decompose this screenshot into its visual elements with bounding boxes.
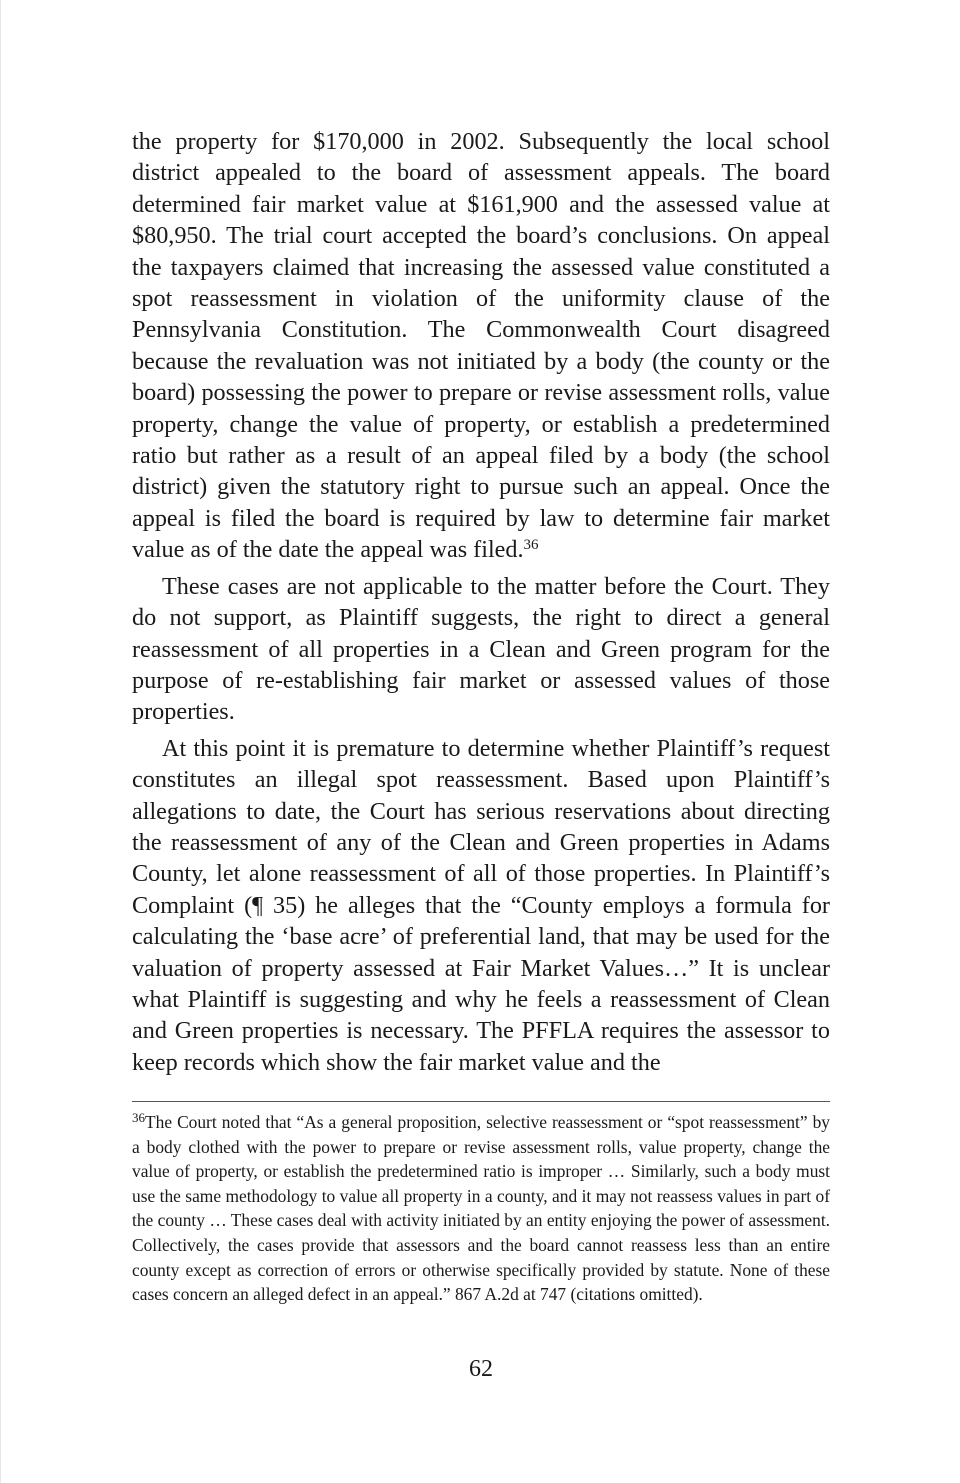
footnote-reference[interactable]: 36 [523, 537, 539, 554]
paragraph-3: At this point it is premature to determine whether Plaintiff’s request constitutes an illegal spot reassessment. Based upon Plaintiff’s allegations to date, the Court has serious reservations about directing the reassessment of any of the Clean and Green properties in Adams County, let alone reassessment of all of those properties. In Plaintiff’s Complaint (¶ 35) he alleges that the “County employs a formula for calculating the ‘base acre’ of preferential land, that may be used for the valuation of property assessed at Fair Market Values…” It is unclear what Plaintiff is suggesting and why he feels a reassessment of Clean and Green properties is necessary. The PFFLA requires the assessor to keep records which show the fair market value and the [132, 734, 830, 1076]
main-text [132, 126, 830, 1083]
paragraph-1 [132, 126, 830, 566]
paragraph-1-text: the property for $170,000 in 2002. Subsequently the local school district appealed to the board of assessment appeals. The board determined fair market value at $161,900 and the assessed value at $80,950. The trial court accepted the board’s conclusions. On appeal the taxpayers claimed that increasing the assessed value constituted a spot reassessment in violation of the uniformity clause of the Pennsylvania Constitution. The Commonwealth Court disagreed because the revaluation was not initiated by a body (the county or the board) possessing the power to prepare or revise assessment rolls, value property, change the value of property, or establish a predetermined ratio but rather as a result of an appeal filed by a body (the school district) given the statutory right to pursue such an appeal. Once the appeal is filed the board is required by law to determine fair market value as of the date the appeal was filed. [132, 128, 830, 564]
footnote [132, 1110, 830, 1307]
footnote-number: 36 [132, 1110, 145, 1125]
paragraph-2: These cases are not applicable to the matter before the Court. They do not support, as Plaintiff suggests, the right to direct a general reassessment of all properties in a Clean and Green program for the purpose of re-establishing fair market or assessed values of those properties. [132, 572, 830, 726]
footnote-divider [132, 1101, 830, 1102]
page-number: 62 [469, 1356, 493, 1382]
footnote-text: The Court noted that “As a general proposition, selective reassessment or “spot reassessment” by a body clothed with the power to prepare or revise assessment rolls, value property, change the value of property, or establish the predetermined ratio is improper … Similarly, such a body must use the same methodology to value all property in a county, and it may not reassess values in part of the county … These cases deal with activity initiated by an entity enjoying the power of assessment. Collectively, the cases provide that assessors and the board cannot reassess less than an entire county except as correction of errors or otherwise specifically provided by statute. None of these cases concern an alleged defect in an appeal.” 867 A.2d at 747 (citations omitted). [132, 1112, 830, 1305]
